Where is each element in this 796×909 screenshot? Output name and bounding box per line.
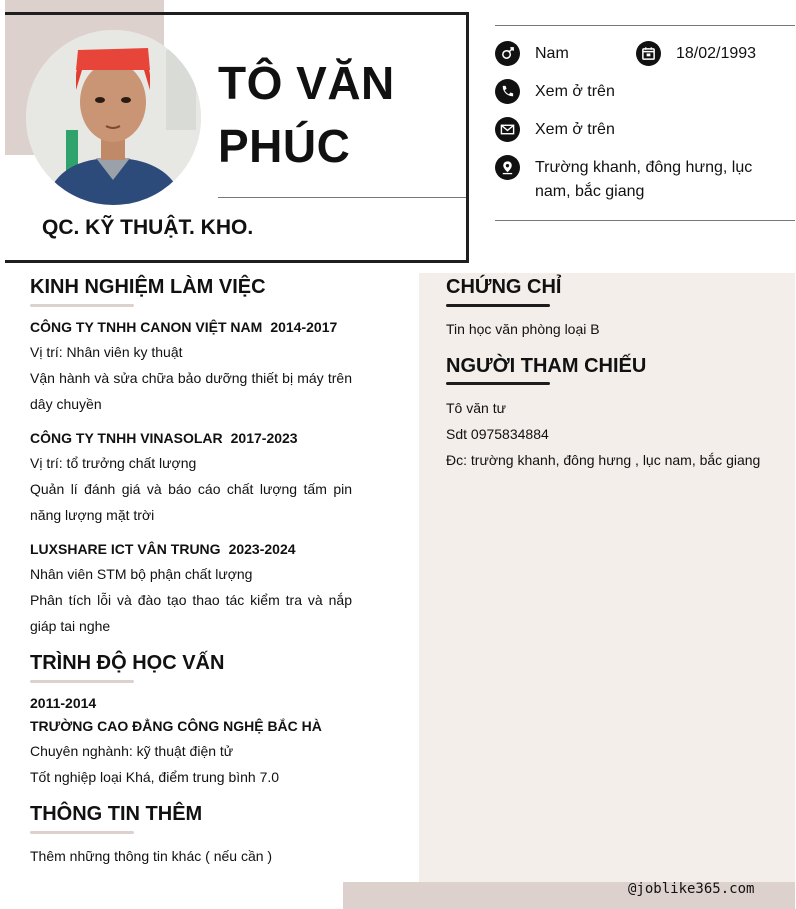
calendar-icon — [636, 41, 661, 66]
section-underline — [446, 304, 550, 307]
mail-icon — [495, 117, 520, 142]
additional-text: Thêm những thông tin khác ( nếu cần ) — [30, 848, 273, 864]
job-desc-line-2: giáp tai nghe — [30, 618, 111, 634]
reference-name: Tô văn tư — [446, 400, 506, 416]
section-underline — [446, 382, 550, 385]
phone-value: Xem ở trên — [535, 83, 615, 100]
job-heading — [30, 425, 298, 451]
reference-phone: Sdt 0975834884 — [446, 426, 549, 442]
profile-photo — [26, 30, 201, 205]
job-desc-line-2: năng lượng mặt trời — [30, 507, 155, 523]
education-title: TRÌNH ĐỘ HỌC VẤN — [30, 652, 225, 674]
job-desc-line-1: Phân tích lỗi và đào tạo thao tác kiểm tra và nắp — [30, 592, 352, 608]
email-value: Xem ở trên — [535, 121, 615, 138]
contact-gender — [495, 42, 569, 66]
job-years: 2014-2017 — [270, 319, 338, 335]
phone-icon — [495, 79, 520, 104]
location-icon — [495, 155, 520, 180]
additional-title: THÔNG TIN THÊM — [30, 803, 203, 825]
job-heading — [30, 314, 337, 340]
job-position: Vị trí: tổ trưởng chất lượng — [30, 455, 197, 471]
job-desc-line-1: Quản lí đánh giá và báo cáo chất lượng tấm pin — [30, 481, 352, 497]
contact-email — [495, 118, 615, 142]
job-years: 2023-2024 — [228, 541, 296, 557]
experience-title: KINH NGHIỆM LÀM VIỆC — [30, 276, 266, 298]
education-grade: Tốt nghiệp loại Khá, điểm trung bình 7.0 — [30, 769, 280, 785]
gender-icon — [495, 41, 520, 66]
company-name: CÔNG TY TNHH CANON VIỆT NAM — [30, 319, 263, 335]
contact-phone — [495, 80, 615, 104]
name-line-1: TÔ VĂN — [218, 57, 395, 109]
job-desc-line-2: dây chuyền — [30, 396, 102, 412]
section-underline — [30, 680, 134, 683]
birthday-value: 18/02/1993 — [676, 45, 757, 62]
divider — [495, 25, 795, 26]
school-name: TRƯỜNG CAO ĐẲNG CÔNG NGHỆ BẮC HÀ — [30, 718, 322, 734]
reference-address: Đc: trường khanh, đông hưng , lục nam, bắc giang — [446, 452, 761, 468]
references-title: NGƯỜI THAM CHIẾU — [446, 355, 647, 377]
job-position: Nhân viên STM bộ phận chất lượng — [30, 566, 253, 582]
section-underline — [30, 831, 134, 834]
divider — [218, 197, 466, 198]
job-heading — [30, 536, 296, 562]
contact-birthday — [636, 42, 756, 66]
education-major: Chuyên nghành: kỹ thuật điện tử — [30, 743, 234, 759]
company-name: LUXSHARE ICT VÂN TRUNG — [30, 541, 221, 557]
name-line-2: PHÚC — [218, 120, 351, 172]
contact-address — [495, 156, 752, 204]
education-years: 2011-2014 — [30, 695, 97, 711]
certificates-title: CHỨNG CHỈ — [446, 276, 562, 298]
gender-value: Nam — [535, 45, 569, 62]
address-line-1: Trường khanh, đông hưng, lục — [535, 159, 753, 176]
job-years: 2017-2023 — [230, 430, 298, 446]
job-position: Vị trí: Nhân viên ky thuật — [30, 344, 183, 360]
watermark: @joblike365.com — [628, 881, 755, 897]
candidate-name — [218, 52, 458, 178]
divider — [495, 220, 795, 221]
job-title: QC. KỸ THUẬT. KHO. — [42, 216, 254, 239]
address-line-2: nam, bắc giang — [535, 183, 645, 200]
job-desc-line-1: Vận hành và sửa chữa bảo dưỡng thiết bị máy trên — [30, 370, 352, 386]
certificate-item: Tin học văn phòng loại B — [446, 321, 600, 337]
section-underline — [30, 304, 134, 307]
company-name: CÔNG TY TNHH VINASOLAR — [30, 430, 223, 446]
avatar — [26, 30, 201, 205]
